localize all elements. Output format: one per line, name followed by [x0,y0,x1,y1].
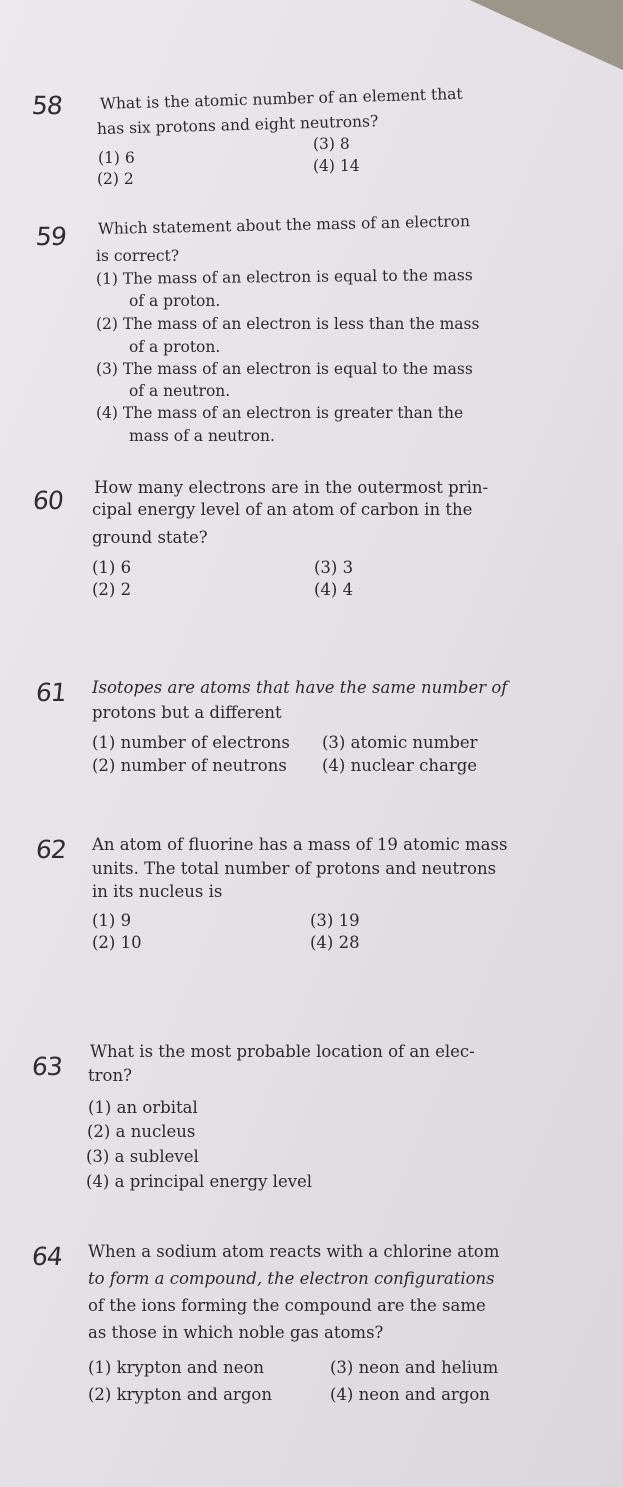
answer-option[interactable]: (3) 3 [314,558,354,577]
answer-option[interactable]: (4) 28 [310,933,360,952]
answer-option-continued: of a neutron. [129,382,231,400]
answer-option[interactable]: (2) 2 [97,170,134,188]
answer-option[interactable]: (2) a nucleus [87,1122,196,1141]
question-number: 59 [34,222,68,251]
question-stem-line: Isotopes are atoms that have the same number of [92,678,508,697]
question-stem-line: How many electrons are in the outermost prin- [94,478,489,497]
question-number: 61 [34,678,68,707]
answer-option[interactable]: (1) krypton and neon [88,1358,265,1377]
answer-option-continued: mass of a neutron. [129,427,275,445]
question-stem-line: protons but a different [92,703,282,722]
answer-option[interactable]: (3) 19 [310,911,360,930]
question-number: 60 [31,486,65,515]
answer-option-continued: of a proton. [129,292,221,310]
question-stem-line: ground state? [92,528,208,547]
answer-option[interactable]: (1) 6 [98,149,135,167]
answer-option[interactable]: (3) atomic number [322,733,478,752]
answer-option[interactable]: (3) The mass of an electron is equal to the mass [96,360,473,378]
answer-option[interactable]: (2) The mass of an electron is less than the mass [96,315,480,333]
answer-option[interactable]: (2) number of neutrons [92,756,287,775]
answer-option[interactable]: (4) 4 [314,580,354,599]
question-stem-line: What is the most probable location of an elec- [90,1042,475,1061]
answer-option[interactable]: (4) neon and argon [330,1385,490,1404]
answer-option-continued: of a proton. [129,338,221,356]
answer-option[interactable]: (2) 2 [92,580,132,599]
question-stem-line: An atom of fluorine has a mass of 19 atomic mass [92,835,508,854]
answer-option[interactable]: (1) an orbital [88,1098,198,1117]
answer-option[interactable]: (4) 14 [313,157,360,175]
answer-option[interactable]: (4) The mass of an electron is greater than the [96,404,464,422]
answer-option[interactable]: (1) 6 [92,558,132,577]
question-stem-line: tron? [88,1066,132,1085]
answer-option[interactable]: (2) 10 [92,933,142,952]
answer-option[interactable]: (1) The mass of an electron is equal to the mass [95,266,473,288]
question-number: 62 [34,835,68,864]
answer-option[interactable]: (3) 8 [313,135,350,153]
question-number: 64 [30,1242,64,1271]
question-stem-line: units. The total number of protons and neutrons [92,859,497,878]
answer-option[interactable]: (1) number of electrons [92,733,290,752]
answer-option[interactable]: (1) 9 [92,911,132,930]
question-stem-line: in its nucleus is [92,882,223,901]
question-stem-line: of the ions forming the compound are the same [88,1296,486,1315]
question-stem-line: What is the atomic number of an element that [99,84,463,113]
question-stem-line: as those in which noble gas atoms? [88,1323,384,1342]
answer-option[interactable]: (3) a sublevel [86,1147,199,1166]
question-stem-line: has six protons and eight neutrons? [96,112,379,138]
question-stem-line: Which statement about the mass of an electron [97,212,471,238]
question-number: 58 [30,91,64,120]
question-stem-line: cipal energy level of an atom of carbon in the [92,500,473,519]
question-stem-line: to form a compound, the electron configurations [88,1269,495,1288]
question-stem-line: is correct? [96,247,180,265]
answer-option[interactable]: (4) a principal energy level [86,1172,313,1191]
question-number: 63 [30,1052,64,1081]
question-stem-line: When a sodium atom reacts with a chlorine atom [88,1242,500,1261]
answer-option[interactable]: (4) nuclear charge [322,756,478,775]
answer-option[interactable]: (2) krypton and argon [88,1385,272,1404]
answer-option[interactable]: (3) neon and helium [330,1358,499,1377]
